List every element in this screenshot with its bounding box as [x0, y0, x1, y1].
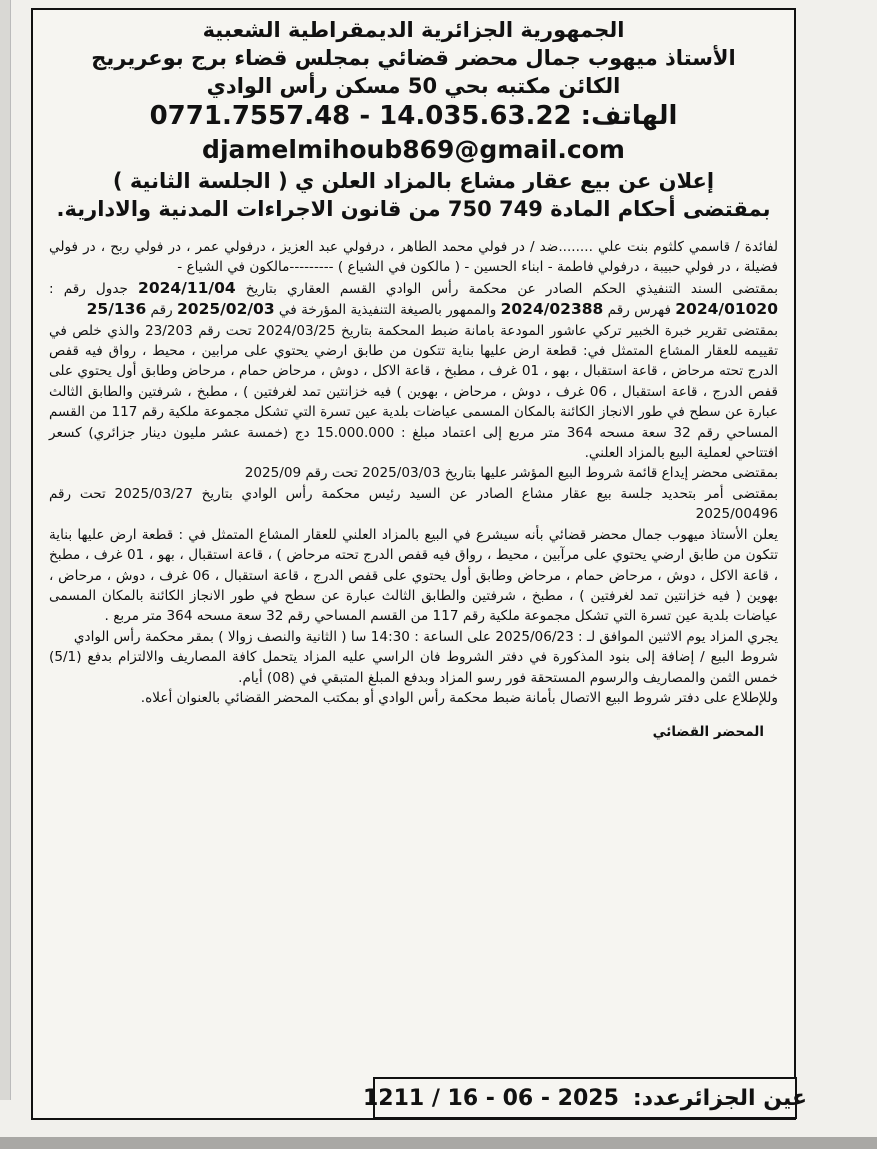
scan-bottom-band [0, 1137, 877, 1149]
bailiff-name: الأستاذ ميهوب جمال محضر قضائي بمجلس قضاء برج بوعريريج [91, 46, 736, 70]
parties-paragraph: لفائدة / قاسمي كلثوم بنت علي ........ضد / در فولي محمد الطاهر ، درفولي عبد العزيز ، درفولي عمر ، در فولي ربح ، در فولي فضيلة ، در فولي حبيبة ، درفولي فاطمة - ابناء الحسين - ( مالكون في الشياع ) ---------مالكون في الشياع - [49, 239, 778, 276]
office-address: الكائن مكتبه بحي 50 مسكن رأس الوادي [206, 74, 621, 98]
announcement-header [33, 10, 794, 223]
judgment-text-e: فهرس رقم [603, 302, 676, 319]
email-address: djamelmihoub869@gmail.com [202, 135, 625, 164]
conditions-paragraph: شروط البيع / إضافة إلى بنود المذكورة في دفتر الشروط فان الراسي عليه المزاد يتحمل كافة المصاريف والالتزام بدفع (5/1) خمس الثمن والمصاريف والرسوم المستحقة فور رسو المزاد وبدفع المبلغ المتبقي في (08) أيام. [49, 649, 778, 686]
judgment-paragraph [49, 278, 778, 321]
phone-line: الهاتف: 14.035.63.22 - 0771.7557.48 [149, 101, 678, 131]
legal-basis: بمقتضى أحكام المادة 749 750 من قانون الاجراءات المدنية والادارية. [56, 197, 771, 221]
announcement-frame [31, 8, 796, 1120]
judgment-text-g: والممهور بالصيغة التنفيذية المؤرخة في [274, 302, 501, 319]
issue-label: عين الجزائرعدد: [632, 1085, 808, 1111]
judgment-index: 2024/02388 [500, 300, 604, 319]
executive-date: 2025/02/03 [177, 300, 275, 319]
auction-date-paragraph: يجري المزاد يوم الاثنين الموافق لـ : 2025/06/23 على الساعة : 14:30 سا ( الثانية والنصف زوالا ) بمقر محكمة رأس الوادي [73, 628, 778, 645]
expertise-paragraph: بمقتضى تقرير خبرة الخبير تركي عاشور المودعة بامانة ضبط المحكمة بتاريخ 2024/03/25 تحت رقم 23/203 والذي خلص في تقييمه للعقار المشاع المتمثل في: قطعة ارض عليها بناية تتكون من طابق ارضي يحتوي على مرابين ، محيط ، رواق فيه قفص الدرج تحته مرحاض ، قاعة استقبال ، بهو ، 01 غرف ، مطبخ ، قاعة الاكل ، دوش ، مرحاض حمام ، مرحاض وطابق أول يحتوي على قفص الدرج ، قاعة استقبال ، 06 غرف ، دوش ، مرحاض ، بهوين ) فيه خزانتين تمد لغرفتين ) ، مطبخ ، شرفتين والطابق الثالث عبارة عن سطح في طور الانجاز الكائنة بالمكان المسمى عياضات بلدية عين تسرة التي تشكل مجموعة ملكية رقم 117 من القسم المساحي رقم 32 سعة مسحه 364 متر مربع إلى اعتماد مبلغ : 15.000.000 دج (خمسة عشر مليون دينار جزائري) كسعر افتتاحي لعملية البيع بالمزاد العلني. [49, 322, 779, 462]
announcement-body [33, 223, 794, 708]
judgment-date: 2024/11/04 [138, 278, 236, 297]
page-edge [0, 0, 11, 1100]
republic-title: الجمهورية الجزائرية الديمقراطية الشعبية [202, 18, 625, 42]
issue-number: 1211 / 16 - 06 - 2025 [362, 1085, 619, 1111]
signature: المحضر القضائي [652, 724, 764, 741]
judgment-roll: 2024/01020 [675, 300, 778, 319]
order-paragraph: بمقتضى أمر بتحديد جلسة بيع عقار مشاع الصادر عن السيد رئيس محكمة رأس الوادي بتاريخ 2025/03/27 تحت رقم 2025/00496 [49, 485, 778, 523]
judgment-text-c: جدول رقم : [49, 280, 139, 297]
executive-number: 25/136 [86, 300, 147, 319]
contact-paragraph: وللإطلاع على دفتر شروط البيع الاتصال بأمانة ضبط محكمة رأس الوادي أو بمكتب المحضر القضائي بالعنوان أعلاه. [140, 689, 778, 706]
judgment-text-a: بمقتضى السند التنفيذي الحكم الصادر عن محكمة رأس الوادي القسم العقاري بتاريخ [235, 280, 778, 297]
deposit-paragraph: بمقتضى محضر إيداع قائمة شروط البيع المؤشر عليها بتاريخ 2025/03/03 تحت رقم 2025/09 [244, 465, 778, 482]
issue-stamp [362, 1077, 808, 1119]
announcement-title: إعلان عن بيع عقار مشاع بالمزاد العلن ي ( الجلسة الثانية ) [112, 169, 715, 193]
judgment-text-i: رقم [146, 302, 177, 319]
sale-paragraph: يعلن الأستاذ ميهوب جمال محضر قضائي بأنه سيشرع في البيع بالمزاد العلني للعقار المشاع المتمثل في : قطعة ارض عليها بناية تتكون من طابق ارضي يحتوي على مرآبين ، محيط ، رواق فيه قفص الدرج تحته مرحاض ) ، قاعة استقبال ، بهو ، 01 غرف ، مطبخ ، قاعة الاكل ، دوش ، مرحاض حمام ، مرحاض وطابق أول يحتوي على قفص الدرج ، قاعة استقبال ، 06 غرف ، دوش ، مرحاض ، بهوين ( فيه خزانتين تمد لغرفتين ) ، مطبخ ، شرفتين والطابق الثالث عبارة عن سطح في طور الانجاز الكائنة بالمكان المسمى عياضات بلدية عين تسرة التي تشكل مجموعة ملكية رقم 117 من القسم المساحي رقم 32 سعة مسحه 364 متر مربع . [49, 526, 779, 625]
